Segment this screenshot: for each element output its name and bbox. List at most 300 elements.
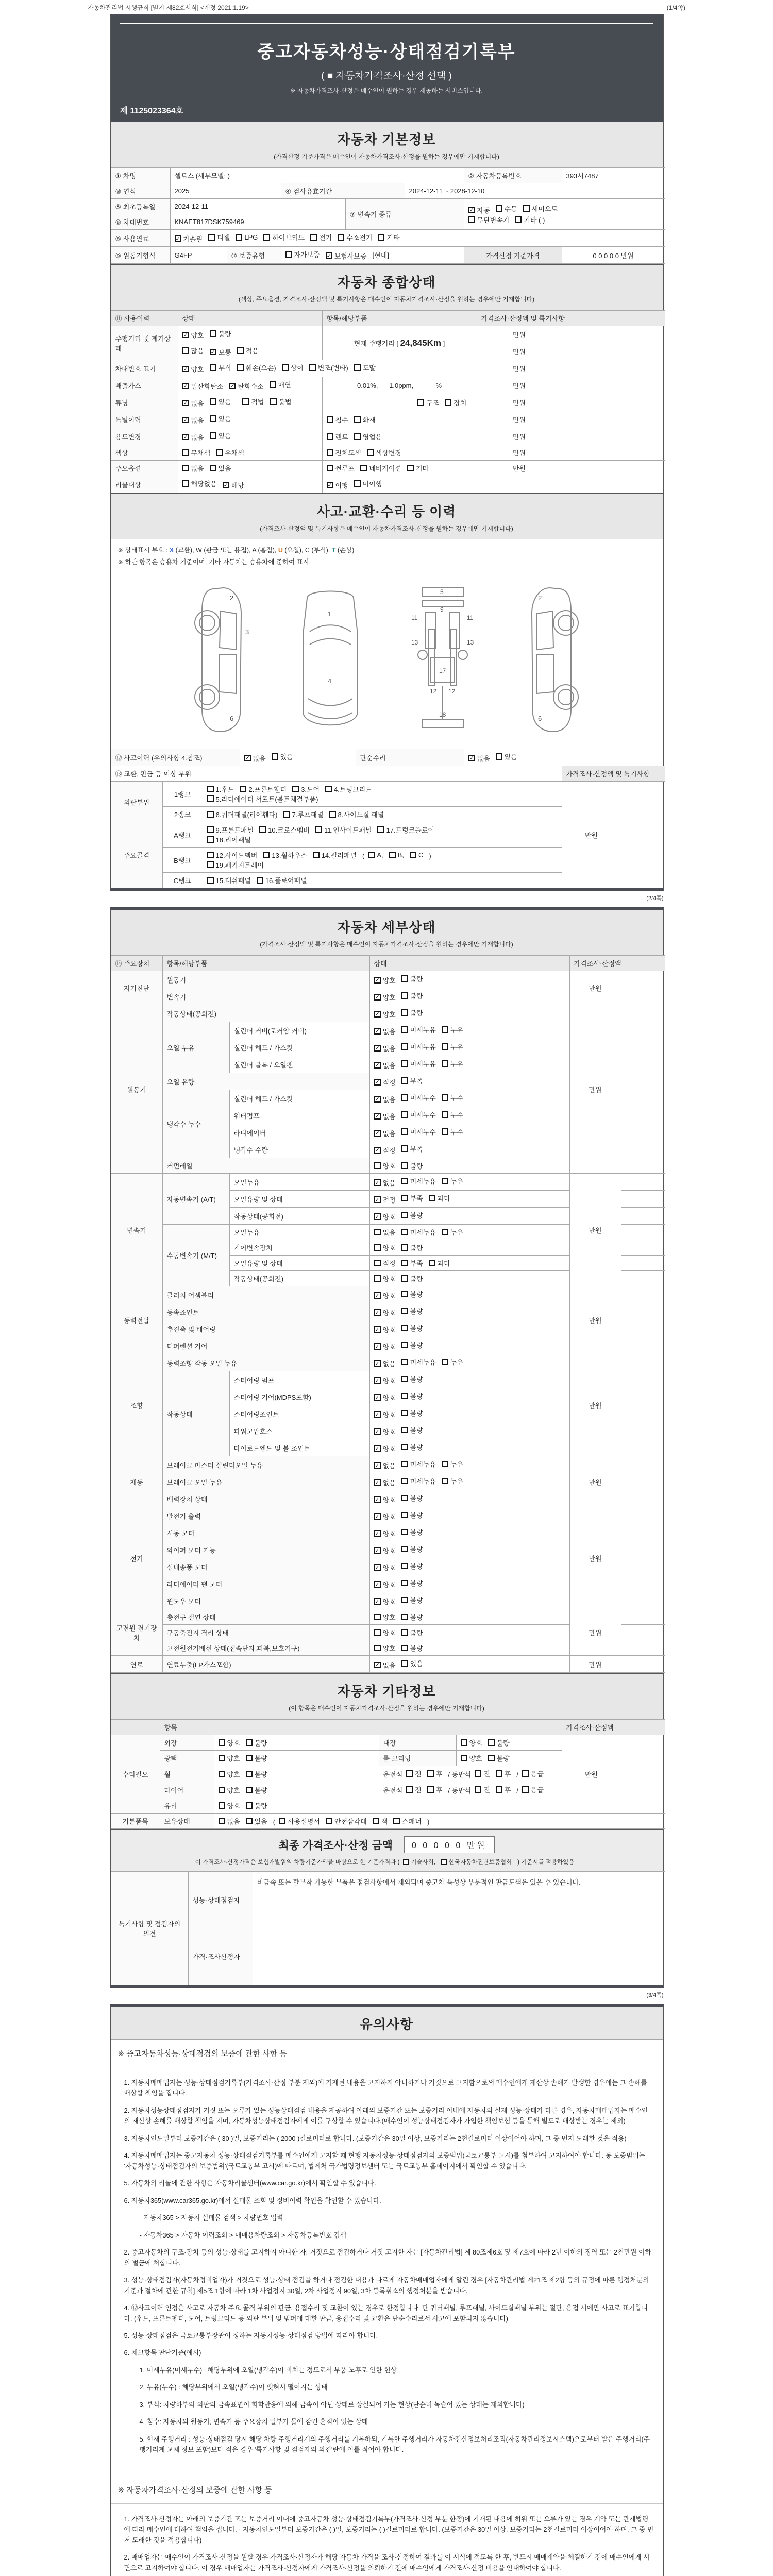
checkbox-unchecked-icon[interactable] — [401, 1077, 408, 1084]
detail-state-opts — [369, 1286, 569, 1303]
checkbox-unchecked-icon[interactable] — [373, 1818, 379, 1824]
checkbox-unchecked-icon[interactable] — [246, 1787, 253, 1793]
option-label: 불량 — [254, 1739, 267, 1747]
checkbox-checked-icon[interactable]: ✓ — [375, 1096, 380, 1103]
checkbox-unchecked-icon[interactable] — [401, 1478, 408, 1484]
checkbox-unchecked-icon[interactable] — [259, 826, 266, 833]
checkbox-checked-icon[interactable]: ✓ — [469, 207, 474, 213]
checkbox-checked-icon[interactable]: ✓ — [183, 383, 188, 389]
detail-item-label: 라디에이터 팬 모터 — [162, 1575, 369, 1592]
misc-title: 자동차 기타정보 — [337, 1684, 436, 1699]
notice-item: 5. 성능·상태점검은 국토교통부장관이 정하는 자동차성능·상태점검 방법에 따라야 합니다. — [124, 2331, 378, 2340]
checkbox-unchecked-icon[interactable] — [496, 1770, 502, 1777]
checkbox-unchecked-icon[interactable] — [285, 251, 292, 258]
checkbox-unchecked-icon[interactable] — [488, 1739, 495, 1746]
simple-repair-label: 단순수리 — [356, 749, 464, 766]
checkbox-checked-icon[interactable]: ✓ — [375, 1327, 380, 1333]
checkbox-checked-icon[interactable]: ✓ — [183, 400, 188, 406]
detail-item-label: 와이퍼 모터 기능 — [162, 1541, 369, 1558]
option-item — [237, 363, 276, 372]
checkbox-unchecked-icon[interactable] — [279, 1818, 285, 1824]
checkbox-unchecked-icon[interactable] — [283, 811, 290, 818]
checkbox-unchecked-icon[interactable] — [354, 416, 361, 423]
option-label: 불량 — [410, 1212, 423, 1219]
checkbox-unchecked-icon[interactable] — [401, 1342, 408, 1348]
checkbox-unchecked-icon[interactable] — [219, 1818, 225, 1824]
checkbox-unchecked-icon[interactable] — [401, 1094, 408, 1101]
checkbox-unchecked-icon[interactable] — [219, 1787, 225, 1793]
checkbox-unchecked-icon[interactable] — [515, 216, 522, 223]
checkbox-unchecked-icon[interactable] — [407, 465, 414, 471]
checkbox-unchecked-icon[interactable] — [442, 1461, 448, 1467]
option-label: 누유 — [450, 1461, 463, 1468]
option-label: 있음 — [218, 398, 231, 406]
checkbox-unchecked-icon[interactable] — [401, 1009, 408, 1016]
checkbox-unchecked-icon[interactable] — [406, 1770, 413, 1777]
checkbox-checked-icon[interactable]: ✓ — [183, 434, 188, 440]
checkbox-unchecked-icon[interactable] — [401, 1212, 408, 1218]
checkbox-unchecked-icon[interactable] — [216, 449, 223, 456]
checkbox-unchecked-icon[interactable] — [246, 1771, 253, 1777]
checkbox-unchecked-icon[interactable] — [445, 399, 451, 406]
checkbox-unchecked-icon[interactable] — [523, 205, 530, 212]
checkbox-checked-icon[interactable]: ✓ — [375, 1446, 380, 1452]
checkbox-checked-icon[interactable]: ✓ — [175, 236, 180, 242]
form-title: 중고자동차성능·상태점검기록부 — [257, 42, 516, 62]
checkbox-unchecked-icon[interactable] — [417, 399, 424, 406]
field-transmission: ⑦ 변속기 종류 — [345, 199, 464, 230]
detail-item-label: 작동상태 — [162, 1371, 229, 1456]
option-item — [406, 1769, 422, 1778]
checkbox-unchecked-icon[interactable] — [403, 1859, 409, 1865]
row-mileage-label: 주행거리 및 계기상태 — [111, 326, 178, 360]
detail-remark — [621, 1354, 665, 1371]
checkbox-unchecked-icon[interactable] — [401, 1325, 408, 1331]
checkbox-unchecked-icon[interactable] — [315, 826, 322, 833]
checkbox-unchecked-icon[interactable] — [219, 1755, 225, 1761]
option-item — [374, 1478, 396, 1487]
checkbox-unchecked-icon[interactable] — [442, 1060, 448, 1067]
checkbox-unchecked-icon[interactable] — [377, 826, 384, 833]
checkbox-unchecked-icon[interactable] — [389, 852, 396, 858]
checkbox-unchecked-icon[interactable] — [401, 1026, 408, 1033]
checkbox-unchecked-icon[interactable] — [219, 1802, 225, 1809]
checkbox-unchecked-icon[interactable] — [207, 811, 214, 818]
checkbox-checked-icon[interactable]: ✓ — [375, 1531, 380, 1537]
appraiser-label: 가격·조사산정자 — [188, 1928, 253, 1985]
checkbox-checked-icon[interactable]: ✓ — [183, 366, 188, 372]
detail-state-opts — [369, 1320, 569, 1337]
option-item — [442, 1459, 463, 1469]
checkbox-unchecked-icon[interactable] — [401, 1229, 408, 1235]
checkbox-checked-icon[interactable]: ✓ — [183, 332, 188, 338]
checkbox-unchecked-icon[interactable] — [327, 416, 333, 423]
checkbox-checked-icon[interactable]: ✓ — [469, 755, 474, 761]
checkbox-unchecked-icon[interactable] — [207, 852, 214, 858]
checkbox-unchecked-icon[interactable] — [263, 234, 270, 241]
checkbox-unchecked-icon[interactable] — [374, 1229, 381, 1235]
option-item — [246, 1753, 267, 1763]
option-item — [207, 835, 251, 844]
checkbox-checked-icon[interactable]: ✓ — [375, 1028, 380, 1035]
checkbox-unchecked-icon[interactable] — [182, 347, 189, 354]
checkbox-unchecked-icon[interactable] — [182, 465, 189, 471]
block-page1 — [110, 14, 664, 891]
checkbox-checked-icon[interactable]: ✓ — [375, 1514, 380, 1520]
checkbox-checked-icon[interactable]: ✓ — [375, 1480, 380, 1486]
checkbox-unchecked-icon[interactable] — [401, 1512, 408, 1518]
detail-remark — [621, 1022, 665, 1039]
checkbox-unchecked-icon[interactable] — [246, 1739, 253, 1746]
checkbox-checked-icon[interactable]: ✓ — [375, 1293, 380, 1299]
option-label: 전체도색 — [335, 449, 361, 457]
checkbox-checked-icon[interactable]: ✓ — [375, 1412, 380, 1418]
checkbox-checked-icon[interactable]: ✓ — [223, 482, 228, 488]
checkbox-unchecked-icon[interactable] — [401, 1060, 408, 1067]
checkbox-unchecked-icon[interactable] — [401, 1111, 408, 1118]
checkbox-unchecked-icon[interactable] — [367, 449, 374, 456]
checkbox-unchecked-icon[interactable] — [401, 975, 408, 982]
checkbox-unchecked-icon[interactable] — [338, 234, 344, 241]
checkbox-checked-icon[interactable]: ✓ — [375, 1599, 380, 1605]
checkbox-unchecked-icon[interactable] — [354, 364, 361, 371]
option-item — [210, 397, 231, 406]
checkbox-unchecked-icon[interactable] — [401, 1145, 408, 1152]
checkbox-unchecked-icon[interactable] — [310, 234, 317, 241]
checkbox-checked-icon[interactable]: ✓ — [375, 1310, 380, 1316]
checkbox-unchecked-icon[interactable] — [401, 1162, 408, 1169]
detail-state-opts — [369, 1609, 569, 1625]
checkbox-unchecked-icon[interactable] — [374, 1260, 381, 1266]
checkbox-unchecked-icon[interactable] — [442, 1229, 448, 1235]
notice-item: 3. 성능·상태점검자(자동차정비업자)가 거짓으로 성능·상태 점검을 하거나 점검한 내용과 다르게 자동차매매업자에게 알린 경우 [자동차관리법 제21조 제2항 등의 규정에 따른 행정처분의 기준과 절차에 관한 규칙] 제5조 1항에 따라 1차 사업정지 30일, 2차 사업정지 90일, 3차 등록취소의 행정처분을 받습니다. — [124, 2276, 649, 2295]
checkbox-unchecked-icon[interactable] — [401, 1308, 408, 1314]
checkbox-unchecked-icon[interactable] — [401, 1359, 408, 1365]
checkbox-unchecked-icon[interactable] — [427, 1786, 434, 1793]
option-label: 미세누유 — [410, 1043, 436, 1051]
option-item — [270, 380, 291, 389]
checkbox-unchecked-icon[interactable] — [282, 364, 289, 371]
notice-head-2: ※ 자동차가격조사·산정의 보증에 관한 사항 등 — [111, 2476, 663, 2504]
checkbox-unchecked-icon[interactable] — [429, 1260, 435, 1266]
option-item — [374, 992, 396, 1002]
option-label: 양호 — [191, 332, 204, 340]
basic-title: 자동차 기본정보 — [337, 132, 436, 147]
checkbox-unchecked-icon[interactable] — [401, 1546, 408, 1552]
option-label: 없음 — [382, 1360, 396, 1368]
checkbox-unchecked-icon[interactable] — [401, 992, 408, 999]
checkbox-unchecked-icon[interactable] — [401, 1597, 408, 1603]
detail-state-opts — [369, 1575, 569, 1592]
checkbox-unchecked-icon[interactable] — [442, 1043, 448, 1050]
checkbox-unchecked-icon[interactable] — [368, 852, 375, 858]
detail-state-opts — [369, 1208, 569, 1225]
checkbox-unchecked-icon[interactable] — [378, 234, 384, 241]
option-item — [374, 1597, 396, 1606]
checkbox-unchecked-icon[interactable] — [210, 465, 216, 471]
checkbox-unchecked-icon[interactable] — [207, 836, 214, 843]
checkbox-checked-icon[interactable]: ✓ — [375, 1565, 380, 1571]
checkbox-unchecked-icon[interactable] — [522, 1786, 529, 1793]
checkbox-unchecked-icon[interactable] — [393, 1818, 400, 1824]
checkbox-checked-icon[interactable]: ✓ — [375, 1662, 380, 1668]
checkbox-unchecked-icon[interactable] — [210, 398, 216, 405]
option-label: 양호 — [382, 1598, 396, 1606]
checkbox-unchecked-icon[interactable] — [401, 1580, 408, 1586]
checkbox-checked-icon[interactable]: ✓ — [375, 1180, 380, 1186]
checkbox-checked-icon[interactable]: ✓ — [375, 1378, 380, 1384]
detail-remark — [621, 971, 665, 988]
checkbox-unchecked-icon[interactable] — [327, 433, 333, 440]
option-item — [406, 1785, 422, 1794]
checkbox-unchecked-icon[interactable] — [401, 1393, 408, 1399]
checkbox-checked-icon[interactable]: ✓ — [375, 1361, 380, 1367]
option-item — [401, 1527, 423, 1537]
checkbox-unchecked-icon[interactable] — [374, 1645, 381, 1651]
option-label: 양호 — [382, 1309, 396, 1317]
basic-subtitle: (가격산정 기준가격은 매수인이 자동차가격조사·산정을 원하는 경우에만 기재합니다) — [274, 153, 499, 160]
checkbox-unchecked-icon[interactable] — [257, 877, 263, 884]
checkbox-unchecked-icon[interactable] — [374, 1629, 381, 1636]
detail-remark — [621, 1174, 665, 1191]
option-item — [441, 1858, 512, 1866]
checkbox-unchecked-icon[interactable] — [401, 1629, 408, 1636]
checkbox-unchecked-icon[interactable] — [242, 398, 249, 405]
detail-state-opts — [369, 1303, 569, 1320]
checkbox-unchecked-icon[interactable] — [207, 861, 214, 868]
checkbox-checked-icon[interactable]: ✓ — [375, 1113, 380, 1120]
checkbox-unchecked-icon[interactable] — [475, 1770, 481, 1777]
option-text: ) 기준서를 적용하였음 — [517, 1859, 575, 1866]
detail-state-opts — [369, 1422, 569, 1439]
checkbox-unchecked-icon[interactable] — [270, 398, 277, 405]
option-label: 자가보증 — [294, 251, 320, 259]
checkbox-unchecked-icon[interactable] — [354, 480, 361, 487]
checkbox-unchecked-icon[interactable] — [374, 1275, 381, 1282]
checkbox-checked-icon[interactable]: ✓ — [375, 1395, 380, 1401]
checkbox-unchecked-icon[interactable] — [374, 1244, 381, 1251]
checkbox-unchecked-icon[interactable] — [326, 1818, 332, 1824]
option-label: 13.휠하우스 — [272, 852, 307, 859]
checkbox-checked-icon[interactable]: ✓ — [375, 1344, 380, 1350]
checkbox-checked-icon[interactable]: ✓ — [375, 994, 380, 1001]
option-item — [259, 825, 310, 835]
checkbox-unchecked-icon[interactable] — [442, 1094, 448, 1101]
checkbox-unchecked-icon[interactable] — [354, 433, 361, 440]
checkbox-checked-icon[interactable]: ✓ — [375, 1045, 380, 1052]
checkbox-unchecked-icon[interactable] — [427, 1770, 434, 1777]
checkbox-unchecked-icon[interactable] — [237, 347, 244, 354]
checkbox-unchecked-icon[interactable] — [237, 364, 244, 371]
checkbox-unchecked-icon[interactable] — [292, 786, 299, 792]
checkbox-unchecked-icon[interactable] — [327, 449, 333, 456]
option-item — [401, 1144, 423, 1154]
checkbox-unchecked-icon[interactable] — [442, 1478, 448, 1484]
option-label: 불법 — [278, 398, 292, 406]
checkbox-unchecked-icon[interactable] — [207, 826, 214, 833]
option-item — [401, 1425, 423, 1435]
checkbox-unchecked-icon[interactable] — [327, 465, 333, 471]
checkbox-checked-icon[interactable]: ✓ — [375, 1463, 380, 1469]
option-label: 없음 — [382, 1113, 396, 1121]
option-label: 누유 — [450, 1043, 463, 1051]
checkbox-unchecked-icon[interactable] — [210, 432, 216, 439]
checkbox-unchecked-icon[interactable] — [246, 1755, 253, 1761]
checkbox-unchecked-icon[interactable] — [401, 1614, 408, 1620]
checkbox-unchecked-icon[interactable] — [401, 1195, 408, 1201]
checkbox-unchecked-icon[interactable] — [522, 1770, 529, 1777]
option-item — [270, 397, 292, 406]
checkbox-unchecked-icon[interactable] — [401, 1043, 408, 1050]
checkbox-checked-icon[interactable]: ✓ — [245, 755, 250, 761]
checkbox-checked-icon[interactable]: ✓ — [375, 1130, 380, 1137]
option-label: 색상변경 — [375, 449, 401, 457]
checkbox-checked-icon[interactable]: ✓ — [375, 1214, 380, 1220]
detail-remark — [621, 1286, 665, 1303]
checkbox-unchecked-icon[interactable] — [210, 330, 216, 337]
option-label: 네비게이션 — [369, 465, 401, 472]
checkbox-unchecked-icon[interactable] — [461, 1755, 467, 1761]
option-item — [244, 753, 266, 763]
checkbox-unchecked-icon[interactable] — [442, 1026, 448, 1033]
option-label: 양호 — [191, 366, 204, 374]
checkbox-unchecked-icon[interactable] — [496, 1786, 502, 1793]
option-label: 14.필러패널 — [321, 852, 357, 859]
checkbox-unchecked-icon[interactable] — [272, 753, 278, 760]
checkbox-checked-icon[interactable]: ✓ — [375, 977, 380, 984]
checkbox-unchecked-icon[interactable] — [182, 449, 189, 456]
checkbox-unchecked-icon[interactable] — [401, 1291, 408, 1297]
checkbox-unchecked-icon[interactable] — [441, 1859, 447, 1865]
checkbox-unchecked-icon[interactable] — [207, 877, 214, 884]
option-item — [313, 850, 357, 860]
checkbox-checked-icon[interactable]: ✓ — [375, 1197, 380, 1203]
checkbox-unchecked-icon[interactable] — [442, 1359, 448, 1365]
checkbox-unchecked-icon[interactable] — [401, 1178, 408, 1184]
checkbox-unchecked-icon[interactable] — [496, 753, 502, 760]
checkbox-checked-icon[interactable]: ✓ — [375, 1429, 380, 1435]
detail-item-label: 디퍼렌셜 기어 — [162, 1337, 369, 1354]
option-label: 없음 — [382, 1062, 396, 1070]
option-label: 해당 — [231, 482, 244, 489]
checkbox-unchecked-icon[interactable] — [496, 205, 502, 212]
checkbox-unchecked-icon[interactable] — [207, 795, 214, 802]
checkbox-unchecked-icon[interactable] — [406, 1786, 413, 1793]
checkbox-unchecked-icon[interactable] — [401, 1275, 408, 1282]
checkbox-unchecked-icon[interactable] — [219, 1771, 225, 1777]
checkbox-unchecked-icon[interactable] — [309, 364, 316, 371]
checkbox-checked-icon[interactable]: ✓ — [375, 1582, 380, 1588]
checkbox-unchecked-icon[interactable] — [329, 811, 336, 818]
checkbox-unchecked-icon[interactable] — [442, 1178, 448, 1184]
detail-subitem-label: 작동상태(공회전) — [229, 1208, 369, 1225]
checkbox-unchecked-icon[interactable] — [360, 465, 367, 471]
checkbox-unchecked-icon[interactable] — [246, 1818, 253, 1824]
checkbox-checked-icon[interactable]: ✓ — [230, 383, 235, 389]
checkbox-unchecked-icon[interactable] — [374, 1162, 381, 1169]
checkbox-unchecked-icon[interactable] — [488, 1755, 495, 1761]
checkbox-unchecked-icon[interactable] — [468, 216, 475, 223]
row-mileage-opts1 — [178, 326, 322, 343]
checkbox-unchecked-icon[interactable] — [270, 381, 276, 388]
checkbox-unchecked-icon[interactable] — [246, 1802, 253, 1809]
checkbox-checked-icon[interactable]: ✓ — [375, 1147, 380, 1154]
checkbox-unchecked-icon[interactable] — [401, 1376, 408, 1382]
checkbox-unchecked-icon[interactable] — [461, 1739, 467, 1746]
checkbox-unchecked-icon[interactable] — [401, 1529, 408, 1535]
checkbox-unchecked-icon[interactable] — [374, 1614, 381, 1620]
checkbox-checked-icon[interactable]: ✓ — [375, 1062, 380, 1069]
checkbox-unchecked-icon[interactable] — [401, 1660, 408, 1667]
option-label: 불량 — [410, 1546, 423, 1553]
checkbox-checked-icon[interactable]: ✓ — [375, 1548, 380, 1554]
svg-text:6: 6 — [230, 715, 234, 722]
detail-price: 만원 — [569, 1507, 621, 1609]
checkbox-unchecked-icon[interactable] — [442, 1128, 448, 1135]
checkbox-unchecked-icon[interactable] — [210, 364, 216, 371]
option-item — [309, 363, 348, 372]
option-item — [374, 1178, 396, 1188]
checkbox-unchecked-icon[interactable] — [210, 415, 216, 422]
checkbox-unchecked-icon[interactable] — [442, 1111, 448, 1118]
checkbox-checked-icon[interactable]: ✓ — [183, 417, 188, 423]
checkbox-unchecked-icon[interactable] — [401, 1410, 408, 1416]
checkbox-checked-icon[interactable]: ✓ — [210, 349, 215, 355]
checkbox-unchecked-icon[interactable] — [401, 1128, 408, 1135]
checkbox-unchecked-icon[interactable] — [182, 480, 189, 487]
checkbox-unchecked-icon[interactable] — [240, 786, 246, 792]
option-item — [442, 1176, 463, 1186]
checkbox-unchecked-icon[interactable] — [401, 1563, 408, 1569]
checkbox-checked-icon[interactable]: ✓ — [375, 1079, 380, 1086]
option-label: 10.크로스멤버 — [268, 826, 310, 834]
checkbox-unchecked-icon[interactable] — [429, 1195, 435, 1201]
checkbox-unchecked-icon[interactable] — [401, 1444, 408, 1450]
detail-price: 만원 — [569, 1174, 621, 1286]
checkbox-checked-icon[interactable]: ✓ — [375, 1011, 380, 1018]
checkbox-unchecked-icon[interactable] — [401, 1260, 408, 1266]
field-vin: ⑥ 차대번호 — [111, 214, 170, 230]
accident-section-band — [111, 493, 663, 539]
checkbox-unchecked-icon[interactable] — [410, 852, 416, 858]
option-item — [442, 1093, 463, 1103]
checkbox-unchecked-icon[interactable] — [207, 786, 214, 792]
option-label: 없음 — [191, 417, 204, 425]
value-engine-type: G4FP — [170, 247, 227, 264]
checkbox-unchecked-icon[interactable] — [401, 1461, 408, 1467]
option-item — [246, 1738, 267, 1748]
checkbox-unchecked-icon[interactable] — [263, 852, 270, 858]
checkbox-unchecked-icon[interactable] — [313, 852, 320, 858]
checkbox-checked-icon[interactable]: ✓ — [326, 253, 331, 259]
checkbox-unchecked-icon[interactable] — [401, 1244, 408, 1251]
checkbox-unchecked-icon[interactable] — [219, 1739, 225, 1746]
checkbox-checked-icon[interactable]: ✓ — [327, 482, 332, 488]
detail-state-opts — [369, 1158, 569, 1174]
checkbox-unchecked-icon[interactable] — [325, 786, 332, 792]
option-item — [401, 1544, 423, 1554]
checkbox-unchecked-icon[interactable] — [208, 234, 215, 241]
checkbox-unchecked-icon[interactable] — [475, 1786, 481, 1793]
option-item — [468, 205, 490, 215]
checkbox-unchecked-icon[interactable] — [401, 1427, 408, 1433]
option-item — [182, 479, 217, 488]
checkbox-checked-icon[interactable]: ✓ — [375, 1497, 380, 1503]
checkbox-unchecked-icon[interactable] — [236, 234, 242, 241]
detail-state-opts — [369, 1388, 569, 1405]
checkbox-unchecked-icon[interactable] — [401, 1645, 408, 1651]
checkbox-unchecked-icon[interactable] — [401, 1495, 408, 1501]
